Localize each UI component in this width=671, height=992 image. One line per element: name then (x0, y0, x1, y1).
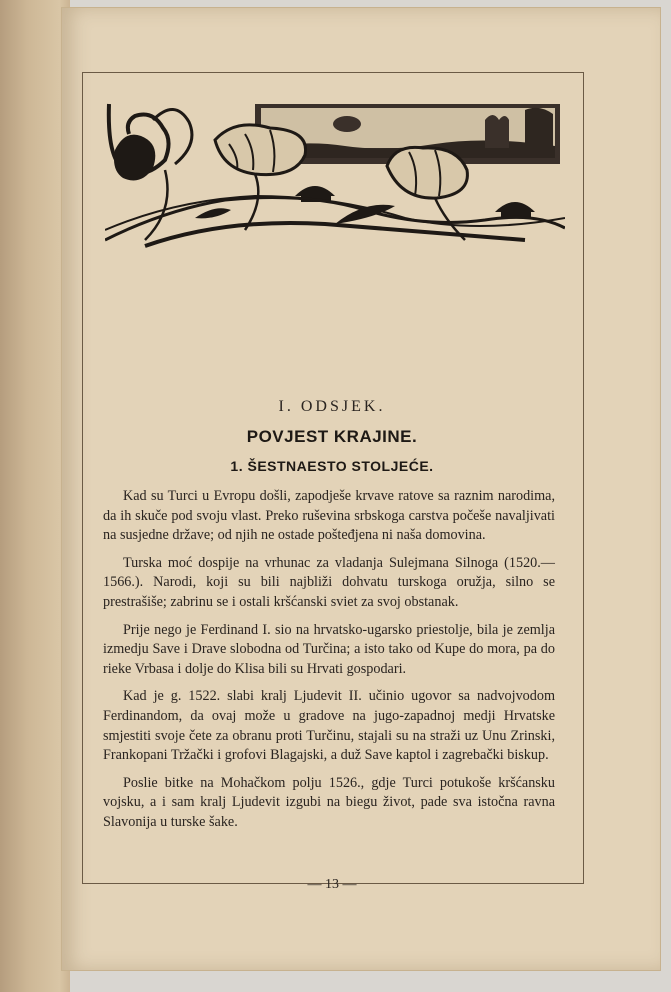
poppy-ornament-headpiece (105, 100, 565, 248)
section-heading: I. ODSJEK. (278, 398, 386, 415)
paragraph: Turska moć dospije na vrhunac za vladanja Sulejmana Silnoga (1520.—1566.). Narodi, koji su bili najbliži dohvatu turskoga oružja, silno se prestrašiše; zabrinu se i ostali kršćanski sviet za svoj obstanak. (103, 554, 555, 610)
paragraph: Prije nego je Ferdinand I. sio na hrvatsko-ugarsko priestolje, bila je zemlja izmedju Save i Drave slobodna od Turčina; a isto tako od Kupe do mora, pa do rieke Vrbasa i dolje do Klisa bili su Hrvati gospodari. (103, 621, 555, 677)
paragraph: Kad je g. 1522. slabi kralj Ljudevit II. učinio ugovor sa nadvojvodom Ferdinandom, da ovaj može u gradove na jugo-zapadnoj medji Hrvatske smjestiti svoje čete za obranu proti Turčinu, stajali su na straži uz Unu Zrinski, Frankopani Tržački i grofovi Blagajski, a duž Save kaptol i zagrebački biskup. (103, 688, 555, 764)
body-text (103, 487, 555, 841)
chapter-title: POVJEST KRAJINE. (246, 427, 418, 446)
page-number: — 13 — (307, 877, 357, 892)
book-spine-shadow (0, 0, 70, 992)
paragraph: Poslie bitke na Mohačkom polju 1526., gdje Turci potukoše kršćansku vojsku, a i sam kralj Ljudevit izgubi na biegu život, pade sva istočna ravna Slavonija u turske šake. (103, 774, 555, 830)
chapter-subtitle: 1. ŠESTNAESTO STOLJEĆE. (230, 458, 434, 474)
paragraph: Kad su Turci u Evropu došli, zapodješe krvave ratove sa raznim narodima, da ih skuče pod svoju vlast. Preko ruševina srbskoga carstva počeše navaljivati na susjedne države; od njih ne ostade pošteđjena ni naša domovina. (103, 488, 555, 544)
